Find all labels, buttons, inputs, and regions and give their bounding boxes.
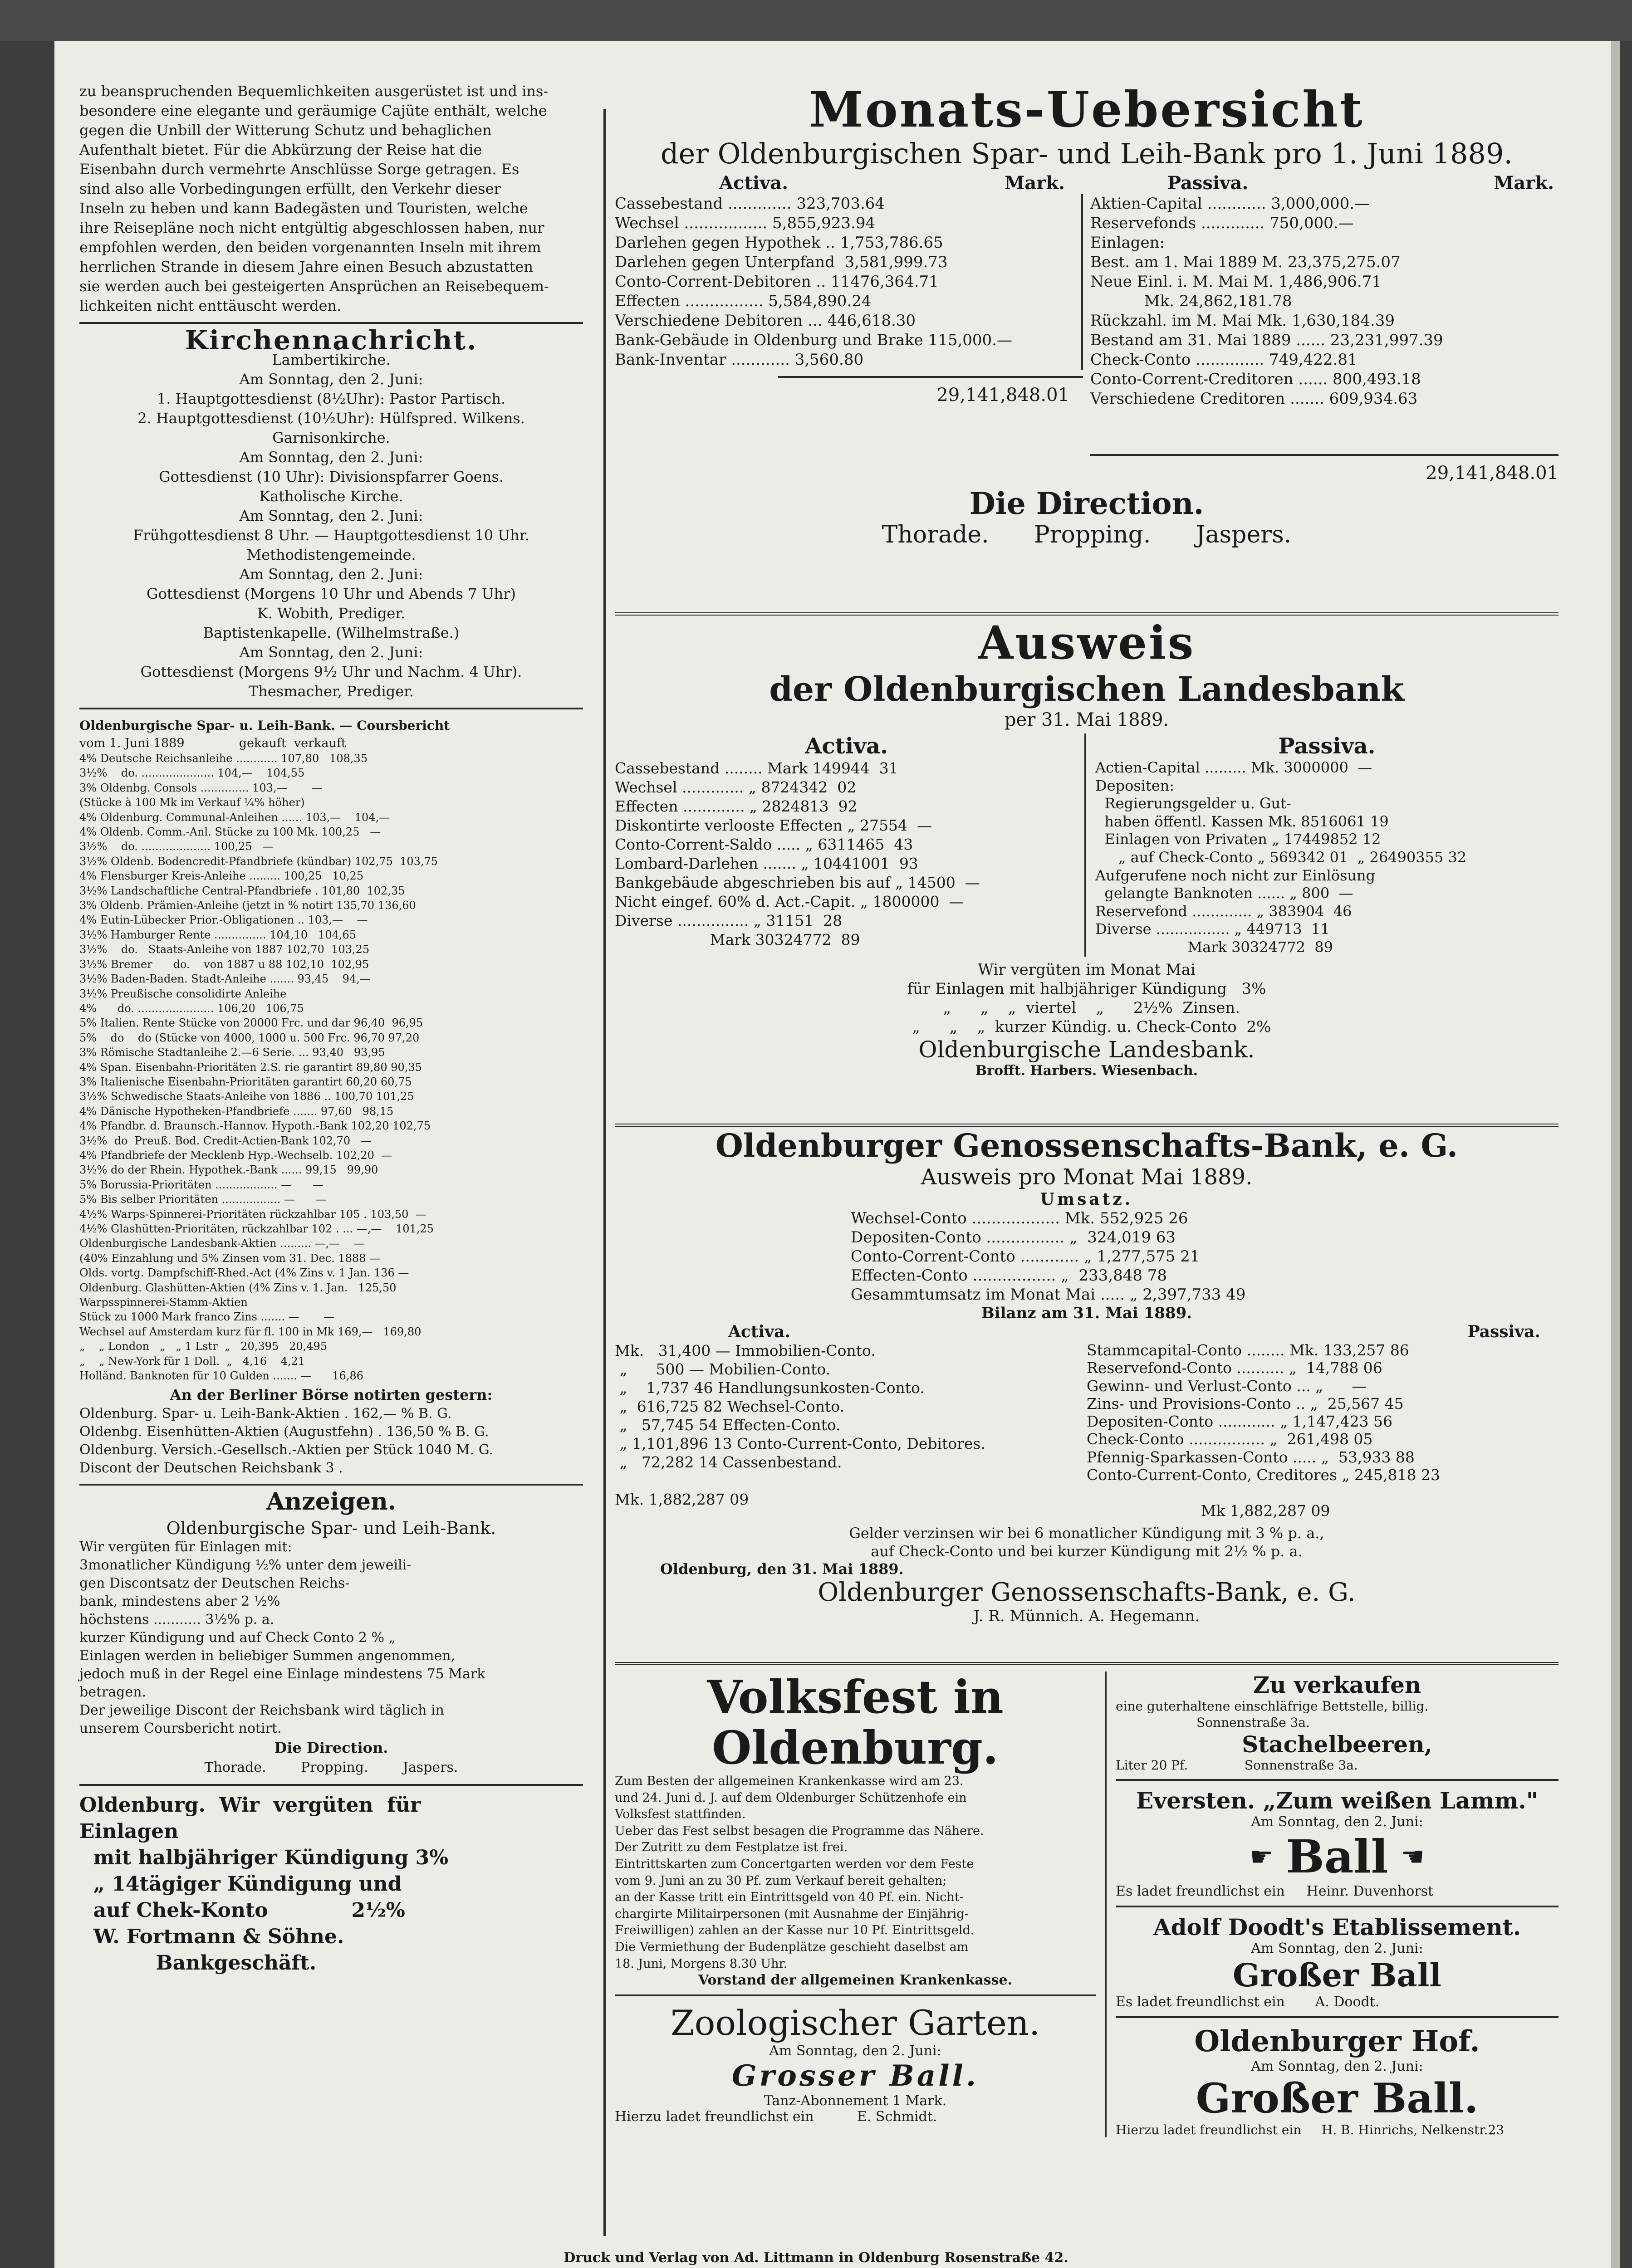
divider — [615, 1662, 1558, 1665]
page-edge — [1611, 41, 1620, 2268]
statement-subtitle: der Oldenburgischen Landesbank — [769, 670, 1404, 709]
statement-date: per 31. Mai 1889. — [1004, 709, 1169, 730]
right-area — [615, 82, 1558, 2137]
passiva-list: Aktien-Capital ............ 3,000,000.— Reservefonds ............. 750,000.— Einlagen: Best. am 1. Mai 1889 M. 23,375,275.07 Neue Einl. i. M. Mai M. 1,486,906.71 Mk. 24,862,181.78 Rückzahl. im M. Mai Mk. 1,630,184.39 Bestand am 31. Mai 1889 ...... 23,231,997.39 Check-Conto .............. 749,422.81 Conto-Corrent-Creditoren ...... 800,493.18 Verschiedene Creditoren ....... 609,934.63 — [1090, 195, 1443, 408]
direction-title: Die Direction. — [969, 486, 1204, 521]
direction-names: Thorade. Propping. Jaspers. — [882, 521, 1292, 548]
savings-bank-ad-title: Oldenburgische Spar- und Leih-Bank. — [166, 1518, 496, 1539]
gooseberries-text: Liter 20 Pf. Sonnenstraße 3a. — [1116, 1758, 1358, 1773]
divider — [79, 1484, 583, 1486]
volksfest-title: Volksfest in Oldenburg. — [707, 1670, 1004, 1774]
landesbank-statement — [615, 616, 1558, 1124]
volksfest-text: Zum Besten der allgemeinen Krankenkasse wird am 23. und 24. Juni d. J. auf dem Oldenburger Schützenhofe ein Volksfest stattfinden. Ueber das Fest selbst besagen die Programme das Nähere. Der Zutritt zu dem Festplatze ist frei. Eintrittskarten zum Concertgarten werden vor dem Feste vom 9. Juni an zu 30 Pf. zum Verkauf bereit gehalten; an der Kasse tritt ein Eintrittsgeld von 40 Pf. ein. Nicht- chargirte Militairpersonen (mit Ausnahme der Einjährig- Freiwilligen) zahlen an der Kasse nur 10 Pf. Eintrittsgeld. Die Vermiethung der Budenplätze geschieht daselbst am 18. Juni, Morgens 8.30 Uhr. — [615, 1774, 984, 1971]
activa-total: 29,141,848.01 — [936, 385, 1069, 406]
landesbank-signature: Oldenburgische Landesbank. — [918, 1036, 1255, 1063]
doodt-date: Am Sonntag, den 2. Juni: — [1251, 1941, 1423, 1956]
column-rule — [603, 109, 606, 2236]
divider — [615, 1994, 1096, 1996]
activa-list: Cassebestand ........ Mark 149944 31 Wechsel ............. „ 8724342 02 Effecten ............. „ 2824813 92 Diskontirte verlooste Effecten „ 27554 — Conto-Corrent-Saldo ..... „ 6311465 43 Lombard-Darlehen ....... „ 10441001 93 Bankgebäude abgeschrieben bis auf „ 14500 — Nicht eingef. 60% d. Act.-Capit. „ 1800000 — Diverse ............... „ 31151 28 Mark 30324772 89 — [615, 759, 980, 948]
zoo-ball: Grosser Ball. — [731, 2059, 979, 2093]
passiva-list: Actien-Capital ......... Mk. 3000000 — Depositen: Regierungsgelder u. Gut- haben öffentl. Kassen Mk. 8516061 19 Einlagen von Privaten „ 17449852 12 „ auf Check-Conto „ 569342 01 „ 26490355 32 Aufgerufene noch nicht zur Einlösung gelangte Banknoten ...... „ 800 — Reservefond ............. „ 383904 46 Diverse ................ „ 449713 11 Mark 30324772 89 — [1095, 759, 1467, 956]
activa-list: Mk. 31,400 — Immobilien-Conto. „ 500 — Mobilien-Conto. „ 1,737 46 Handlungsunkosten-Conto. „ 616,725 82 Wechsel-Conto. „ 57,745 54 Effecten-Conto. „ 1,101,896 13 Conto-Current-Conto, Debitores. „ 72,282 14 Cassenbestand. Mk. 1,882,287 09 — [615, 1342, 985, 1508]
activa-list: Cassebestand ............. 323,703.64 Wechsel ................. 5,855,923.94 Darlehen gegen Hypothek .. 1,753,786.65 Darlehen gegen Unterpfand 3,581,999.73 Conto-Corrent-Debitoren .. 11476,364.71 Effecten ................ 5,584,890.24 Verschiedene Debitoren ... 446,618.30 Bank-Gebäude in Oldenburg und Brake 115,000.— Bank-Inventar ............ 3,560.80 — [615, 194, 1083, 370]
savings-bank-ad-text: Wir vergüten für Einlagen mit: 3monatlicher Kündigung ½% unter dem jeweili- gen Discontsatz der Deutschen Reichs- bank, mindestens aber 2 ½% höchstens ........... 3½% p. a. kurzer Kündigung und auf Check Conto 2 % „ Einlagen werden in beliebiger Summen angenommen, jedoch muß in der Regel eine Einlage mindestens 75 Mark betragen. Der jeweilige Discont der Reichsbank wird täglich in unserem Coursbericht notirt. — [79, 1539, 485, 1737]
divider — [1116, 1779, 1558, 1781]
zoo-subscription: Tanz-Abonnement 1 Mark. — [764, 2093, 947, 2109]
activa-label: Activa. — [728, 1322, 790, 1341]
volksfest-signature: Vorstand der allgemeinen Krankenkasse. — [698, 1972, 1013, 1989]
passiva-label: Passiva. — [1167, 172, 1249, 194]
zoo-date: Am Sonntag, den 2. Juni: — [769, 2043, 941, 2059]
turnover-list: Wechsel-Conto .................. Mk. 552,925 26 Depositen-Conto ................ „ 324,019 63 Conto-Corrent-Conto ............ „ 1,277,575 21 Effecten-Conto ................. „ 233,848 78 Gesammtumsatz im Monat Mai ..... „ 2,397,733 49 — [851, 1209, 1246, 1304]
ads-right — [1107, 1672, 1558, 2137]
interest-note: Wir vergüten im Monat Mai für Einlagen mit halbjähriger Kündigung 3% „ „ „ viertel „ 2½% Zinsen. „ „ „ kurzer Kündig. u. Check-Conto 2% — [907, 960, 1271, 1036]
coop-bank-title: Oldenburger Genossenschafts-Bank, e. G. — [715, 1127, 1458, 1164]
church-news-title: Kirchennachricht. — [185, 325, 478, 356]
coop-place-date: Oldenburg, den 31. Mai 1889. — [660, 1560, 904, 1578]
for-sale-title: Zu verkaufen — [1253, 1672, 1421, 1698]
berlin-exchange-text: Oldenburg. Spar- u. Leih-Bank-Aktien . 162,— % B. G. Oldenbg. Eisenhütten-Aktien (Augustfehn) . 136,50 % B. G. Oldenburg. Versich.-Gesellsch.-Aktien per Stück 1040 M. G. Discont der Deutschen Reichsbank 3 . — [79, 1406, 494, 1476]
coop-interest-note: Gelder verzinsen wir bei 6 monatlicher Kündigung mit 3 % p. a., auf Check-Conto und bei kurzer Kündigung mit 2½ % p. a. — [849, 1524, 1324, 1560]
left-column — [79, 82, 583, 1976]
hof-date: Am Sonntag, den 2. Juni: — [1251, 2058, 1423, 2074]
passiva-label: Passiva. — [1278, 733, 1376, 759]
church-news-text: Lambertikirche. Am Sonntag, den 2. Juni: 1. Hauptgottesdienst (8½Uhr): Pastor Partisch. 2. Hauptgottesdienst (10½Uhr): Hülfspred. Wilkens. Garnisonkirche. Am Sonntag, den 2. Juni: Gottesdienst (10 Uhr): Divisionspfarrer Goens. Katholische Kirche. Am Sonntag, den 2. Juni: Frühgottesdienst 8 Uhr. — Hauptgottesdienst 10 Uhr. Methodistengemeinde. Am Sonntag, den 2. Juni: Gottesdienst (Morgens 10 Uhr und Abends 7 Uhr) K. Wobith, Prediger. Baptistenkapelle. (Wilhelmstraße.) Am Sonntag, den 2. Juni: Gottesdienst (Morgens 9½ Uhr und Nachm. 4 Uhr). Thesmacher, Prediger. — [133, 351, 529, 700]
direction-names: Thorade. Propping. Jaspers. — [204, 1760, 458, 1776]
activa-label: Activa. — [719, 172, 789, 194]
eversten-ball: Ball — [1286, 1830, 1388, 1883]
course-report-subtitle: vom 1. Juni 1889 gekauft verkauft — [79, 736, 346, 750]
eversten-title: Eversten. „Zum weißen Lamm." — [1136, 1787, 1538, 1814]
divider — [778, 376, 1083, 378]
zoo-title: Zoologischer Garten. — [670, 2003, 1040, 2043]
passiva-label: Passiva. — [1467, 1322, 1540, 1341]
doodt-title: Adolf Doodt's Etablissement. — [1153, 1914, 1521, 1941]
gooseberries-title: Stachelbeeren, — [1242, 1731, 1432, 1758]
berlin-exchange-title: An der Berliner Börse notirten gestern: — [170, 1386, 493, 1404]
monthly-overview-title: Monats-Uebersicht — [809, 81, 1364, 138]
activa-label: Activa. — [805, 733, 888, 759]
eversten-date: Am Sonntag, den 2. Juni: — [1251, 1814, 1423, 1830]
divider — [615, 612, 1558, 616]
direction-title: Die Direction. — [274, 1739, 388, 1757]
hof-invite: Hierzu ladet freundlichst ein H. B. Hinrichs, Nelkenstr.23 — [1116, 2122, 1505, 2137]
monthly-overview — [615, 82, 1558, 612]
coop-bank-subtitle: Ausweis pro Monat Mai 1889. — [921, 1164, 1253, 1190]
scan-background-top — [0, 0, 1632, 41]
landesbank-signature-names: Brofft. Harbers. Wiesenbach. — [975, 1062, 1198, 1079]
fortmann-ad: Oldenburg. Wir vergüten für Einlagen mit halbjähriger Kündigung 3% „ 14tägiger Kündigung und auf Chek-Konto 2½% W. Fortmann & Söhne. Bankgeschäft. — [79, 1794, 449, 1975]
course-report-table: 4% Deutsche Reichsanleihe ............ 107,80 108,35 3½% do. ..................... 104,— 104,55 3% Oldenbg. Consols .............. 103,— — (Stücke à 100 Mk im Verkauf ¼% höher) 4% Oldenburg. Communal-Anleihen ...... 103,— 104,— 4% Oldenb. Comm.-Anl. Stücke zu 100 Mk. 100,25 — 3½% do. .................... 100,25 — 3½% Oldenb. Bodencredit-Pfandbriefe (kündbar) 102,75 103,75 4% Flensburger Kreis-Anleihe ......... 100,25 10,25 3½% Landschaftliche Central-Pfandbriefe . 101,80 102,35 3% Oldenb. Prämien-Anleihe (jetzt in % notirt 135,70 136,60 4% Eutin-Lübecker Prior.-Obligationen .. 103,— — 3½% Hamburger Rente ............... 104,10 104,65 3½% do. Staats-Anleihe von 1887 102,70 103,25 3½% Bremer do. von 1887 u 88 102,10 102,95 3½% Baden-Baden. Stadt-Anleihe ....... 93,45 94,— 3½% Preußische consolidirte Anleihe 4% do. ...................... 106,20 106,75 5% Italien. Rente Stücke von 20000 Frc. und dar 96,40 96,95 5% do do (Stücke von 4000, 1000 u. 500 Frc. 96,70 97,20 3% Römische Stadtanleihe 2.—6 Serie. ... 93,40 93,95 4% Span. Eisenbahn-Prioritäten 2.S. rie garantirt 89,80 90,35 3% Italienische Eisenbahn-Prioritäten garantirt 60,20 60,75 3½% Schwedische Staats-Anleihe von 1886 .. 100,70 101,25 4% Dänische Hypotheken-Pfandbriefe ....... 97,60 98,15 4% Pfandbr. d. Braunsch.-Hannov. Hypoth.-Bank 102,20 102,75 3½% do Preuß. Bod. Credit-Actien-Bank 102,70 — 4% Pfandbriefe der Mecklenb Hyp.-Wechselb. 102,20 — 3½% do der Rhein. Hypothek.-Bank ...... 99,15 99,90 5% Borussia-Prioritäten .................. — — 5% Bis selber Prioritäten ................. — — 4½% Warps-Spinnerei-Prioritäten rückzahlbar 105 . 103,50 — 4½% Glashütten-Prioritäten, rückzahlbar 102 . ... —,— 101,25 Oldenburgische Landesbank-Aktien ......... —,— — (40% Einzahlung und 5% Zinsen vom 31. Dec. 1888 — Olds. vortg. Dampfschiff-Rhed.-Act (4% Zins v. 1 Jan. 136 — Oldenburg. Glashütten-Aktien (4% Zins v. 1. Jan. 125,50 Warpsspinnerei-Stamm-Aktien Stück zu 1000 Mark franco Zins ....... — — Wechsel auf Amsterdam kurz für fl. 100 in Mk 169,— 169,80 „ „ London „ „ 1 Lstr „ 20,395 20,495 „ „ New-York für 1 Doll. „ 4,16 4,21 Holländ. Banknoten für 10 Gulden ....... — 16,86 — [79, 752, 438, 1383]
ads-left — [615, 1672, 1107, 2137]
monthly-overview-subtitle: der Oldenburgischen Spar- und Leih-Bank pro 1. Juni 1889. — [660, 137, 1513, 170]
mark-label: Mark. — [1005, 172, 1065, 194]
ads-title: Anzeigen. — [266, 1488, 396, 1516]
mark-label: Mark. — [1494, 172, 1554, 194]
cooperative-bank-statement — [615, 1127, 1558, 1662]
doodt-ball: Großer Ball — [1232, 1956, 1442, 1994]
pointing-hand-left-icon: ☚ — [1401, 1841, 1425, 1872]
divider — [1090, 454, 1558, 456]
passiva-list: Stammcapital-Conto ........ Mk. 133,257 86 Reservefond-Conto .......... „ 14,788 06 Gewinn- und Verlust-Conto ... „ — Zins- und Provisions-Conto .. „ 25,567 45 Depositen-Conto ............ „ 1,147,423 56 Check-Conto ................ „ 261,498 05 Pfennig-Sparkassen-Conto ..... „ 53,933 88 Conto-Current-Conto, Creditores „ 245,818 23 Mk 1,882,287 09 — [1087, 1341, 1440, 1520]
doodt-invite: Es ladet freundlichst ein A. Doodt. — [1116, 1994, 1380, 2010]
printer-imprint: Druck und Verlag von Ad. Littmann in Oldenburg Rosenstraße 42. — [564, 2250, 1068, 2266]
for-sale-text: eine guterhaltene einschläfrige Bettstelle, billig. Sonnenstraße 3a. — [1116, 1699, 1429, 1730]
divider — [79, 708, 583, 709]
balance-label: Bilanz am 31. Mai 1889. — [981, 1304, 1192, 1322]
eversten-invite: Es ladet freundlichst ein Heinr. Duvenhorst — [1116, 1883, 1434, 1899]
divider — [1116, 1906, 1558, 1907]
course-report-title: Oldenburgische Spar- u. Leih-Bank. — Coursbericht — [79, 718, 450, 733]
coop-signature: Oldenburger Genossenschafts-Bank, e. G. — [818, 1577, 1356, 1607]
passiva-total: 29,141,848.01 — [1426, 463, 1558, 484]
ads-block — [615, 1672, 1558, 2137]
hof-ball: Großer Ball. — [1196, 2074, 1479, 2122]
zoo-invite: Hierzu ladet freundlichst ein E. Schmidt. — [615, 2109, 937, 2125]
coop-signature-names: J. R. Münnich. A. Hegemann. — [973, 1607, 1200, 1625]
travel-article-text: zu beanspruchenden Bequemlichkeiten ausgerüstet ist und ins- besondere eine elegante und geräumige Cajüte enthält, welche gegen die Unbill der Witterung Schutz und behaglichen Aufenthalt bietet. Für die Abkürzung der Reise hat die Eisenbahn durch vermehrte Anschlüsse Sorge getragen. Es sind also alle Vorbedingungen erfüllt, den Verkehr dieser Inseln zu heben und kann Badegästen und Touristen, welche ihre Reisepläne noch nicht entgültig abgeschlossen haben, nur empfohlen werden, den beiden vorgenannten Inseln mit ihrem herrlichen Strande in diesem Jahre einen Besuch abzustatten sie werden auch bei gesteigerten Ansprüchen an Reisebequem- lichkeiten nicht enttäuscht werden. — [79, 83, 549, 314]
pointing-hand-right-icon: ☛ — [1250, 1841, 1274, 1872]
turnover-label: Umsatz. — [1040, 1190, 1133, 1209]
statement-title: Ausweis — [978, 616, 1196, 670]
hof-title: Oldenburger Hof. — [1194, 2024, 1480, 2058]
divider — [1116, 2016, 1558, 2018]
divider — [79, 322, 583, 324]
divider — [615, 1124, 1558, 1127]
divider — [79, 1784, 583, 1786]
